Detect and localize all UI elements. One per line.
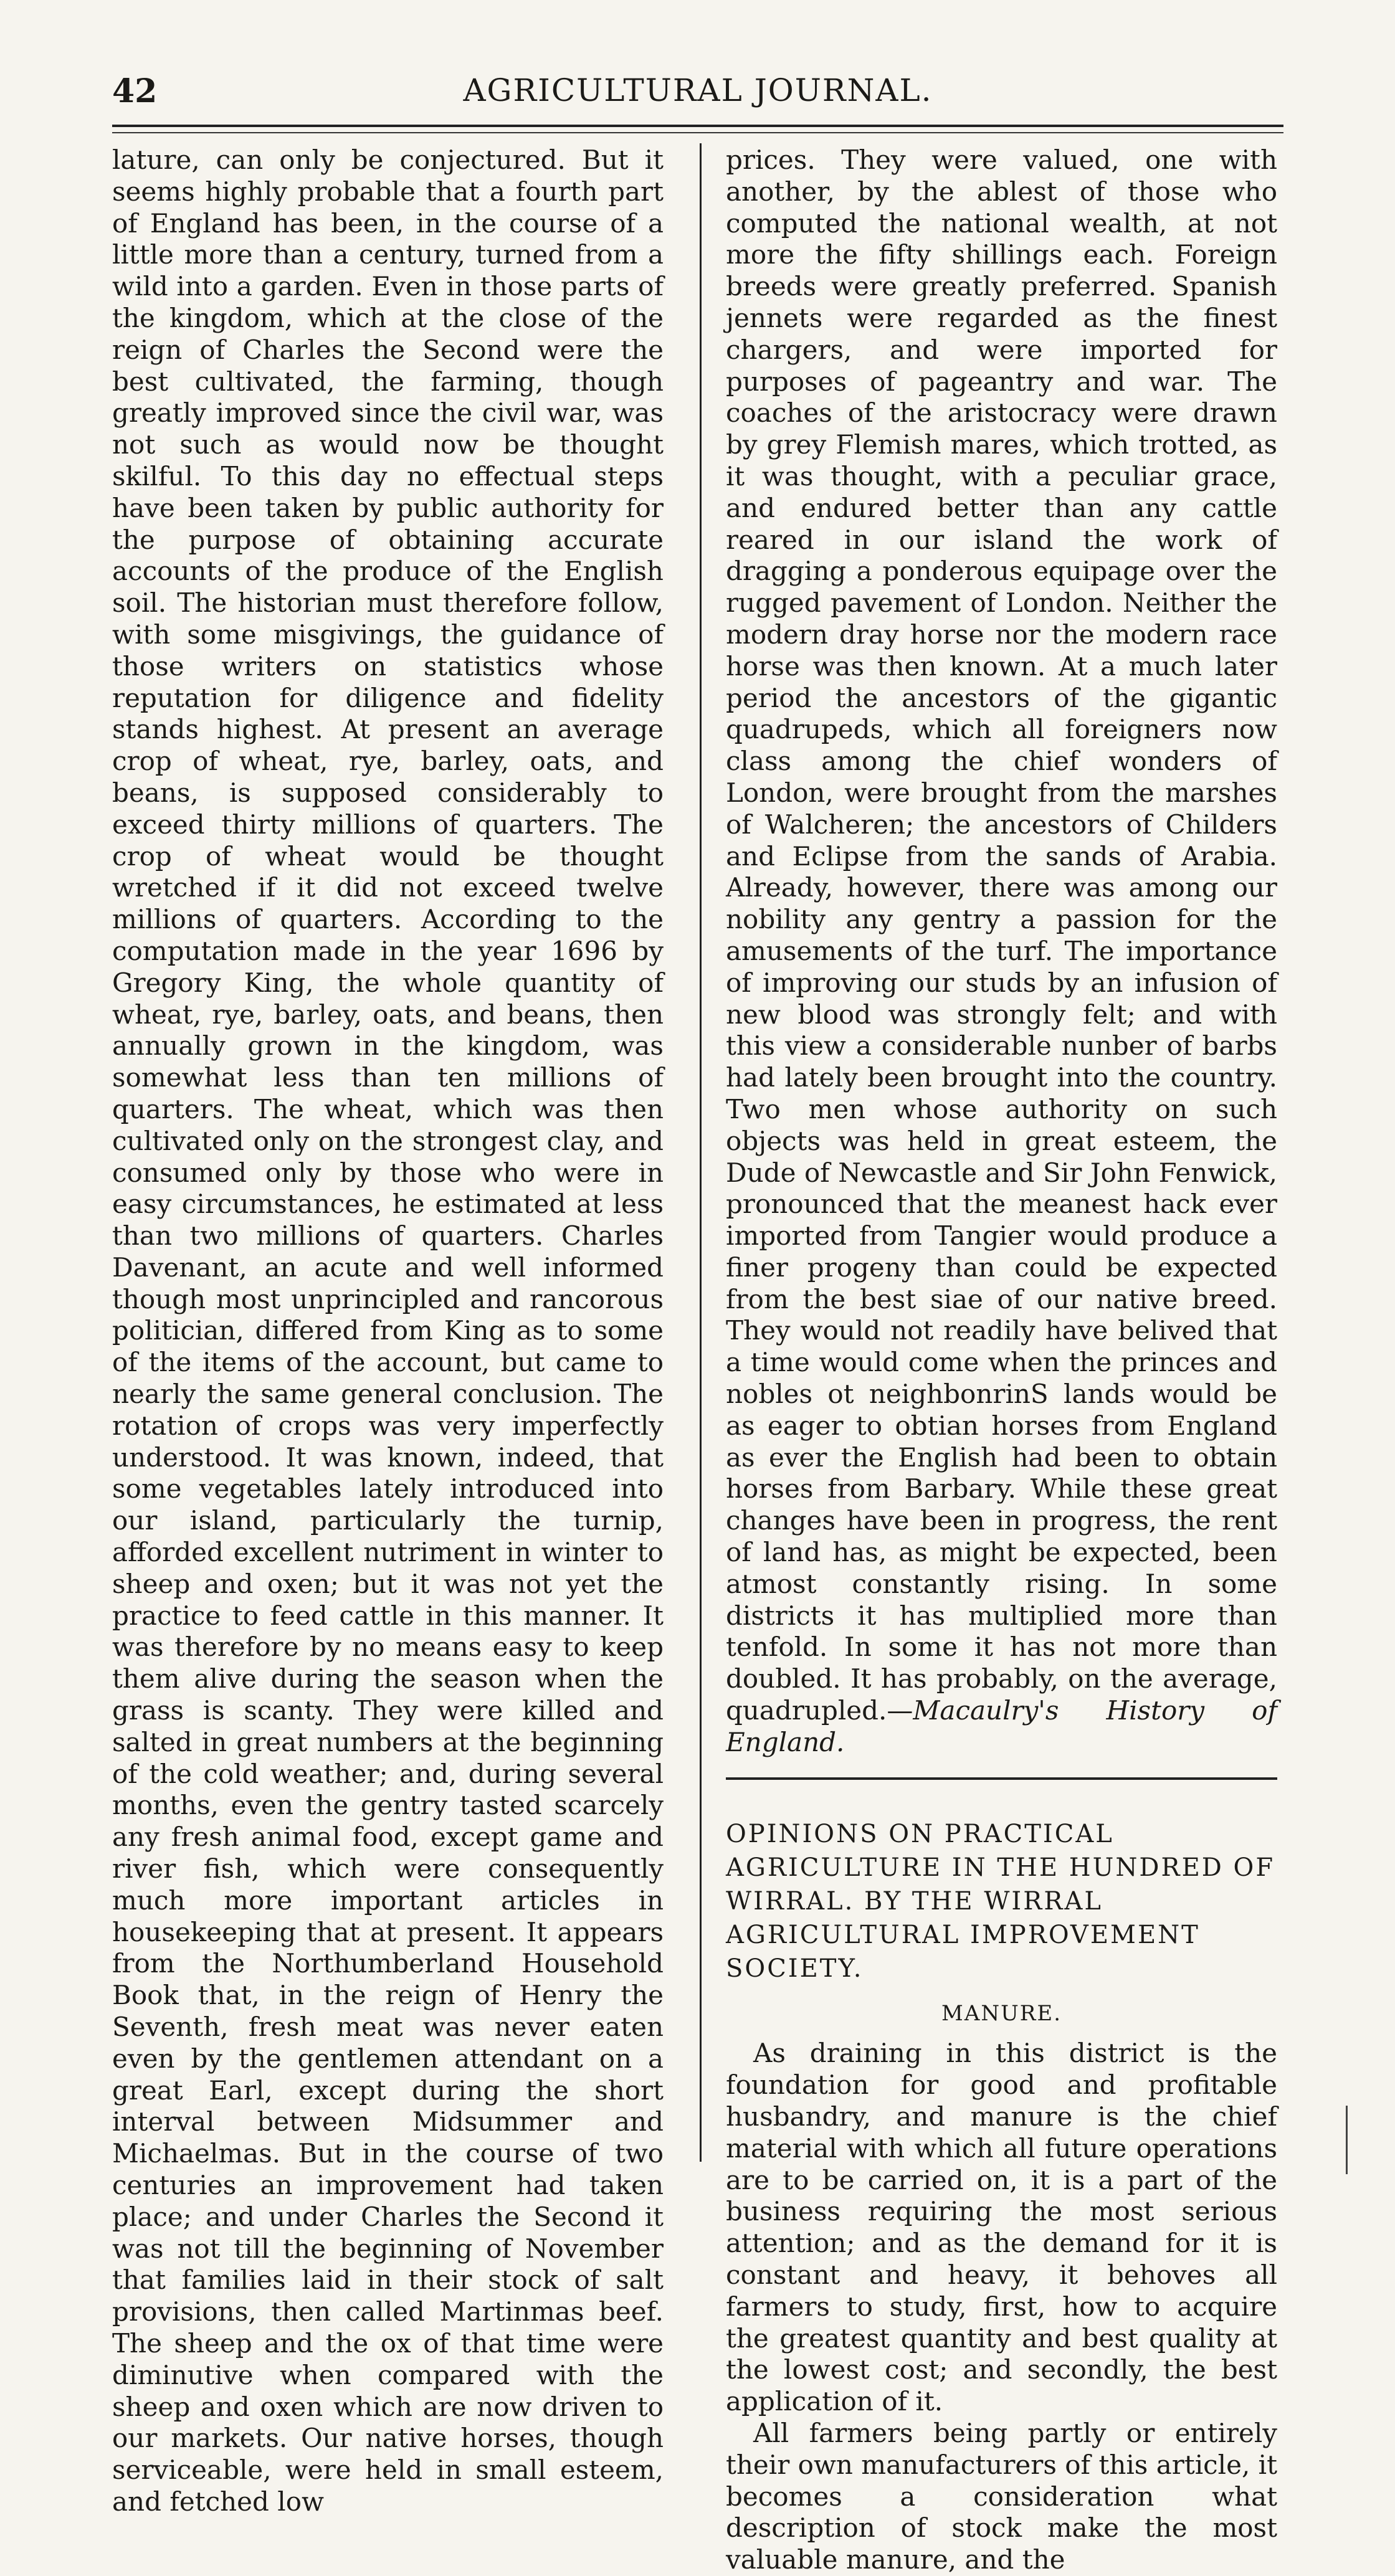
running-title: AGRICULTURAL JOURNAL. [463, 72, 933, 108]
citation: Macaulry's History of England. [726, 1695, 1277, 1757]
header-rule [112, 125, 1283, 127]
column-divider [700, 143, 702, 2162]
left-column-text: lature, can only be conjectured. But it seems highly probable that a fourth part of England has been, in the course of a little more than a century, turned from a wild into a garden. Even in those parts of the kingdom, which at the close of the reign of Charles the Second were the best cultivated, the farming, though greatly improved since the civil war, was not such as would now be thought skilful. To this day no effectual steps have been taken by public authority for the purpose of obtaining accurate accounts of the produce of the English soil. The historian must therefore follow, with some misgivings, the guidance of those writers on statistics whose reputation for diligence and fidelity stands highest. At present an average crop of wheat, rye, barley, oats, and beans, is supposed considerably to exceed thirty millions of quarters. The crop of wheat would be thought wretched if it did not exceed twelve millions of quarters. According to the computation made in the year 1696 by Gregory King, the whole quantity of wheat, rye, barley, oats, and beans, then annually grown in the kingdom, was somewhat less than ten millions of quarters. The wheat, which was then cultivated only on the strongest clay, and consumed only by those who were in easy circumstances, he estimated at less than two millions of quarters. Charles Davenant, an acute and well informed though most unprincipled and rancorous politician, differed from King as to some of the items of the account, but came to nearly the same general conclusion. The rotation of crops was very imperfectly understood. It was known, indeed, that some vegetables lately introduced into our island, particularly the turnip, afforded excellent nutriment in winter to sheep and oxen; but it was not yet the practice to feed cattle in this manner. It was therefore by no means easy to keep them alive during the season when the grass is scanty. They were killed and salted in great numbers at the beginning of the cold weather; and, during several months, even the gentry tasted scarcely any fresh animal food, except game and river fish, which were consequently much more important articles in housekeeping that at present. It appears from the Northumberland Household Book that, in the reign of Henry the Seventh, fresh meat was never eaten even by the gentlemen attendant on a great Earl, except during the short interval between Midsummer and Michaelmas. But in the course of two centuries an improvement had taken place; and under Charles the Second it was not till the beginning of November that families laid in their stock of salt provisions, then called Martinmas beef. The sheep and the ox of that time were diminutive when compared with the sheep and oxen which are now driven to our markets. Our native horses, though serviceable, were held in small esteem, and fetched low [112, 145, 664, 2517]
right-column-text [726, 145, 1277, 1759]
page-number: 42 [112, 72, 158, 110]
right-column-body: prices. They were valued, one with another, by the ablest of those who computed the national wealth, at not more the fifty shillings each. Foreign breeds were greatly preferred. Spanish jennets were regarded as the finest chargers, and were imported for purposes of pageantry and war. The coaches of the aristocracy were drawn by grey Flemish mares, which trotted, as it was thought, with a peculiar grace, and endured better than any cattle reared in our island the work of dragging a ponderous equipage over the rugged pavement of London. Neither the modern dray horse nor the modern race horse was then known. At a much later period the ancestors of the gigantic quadrupeds, which all foreigners now class among the chief wonders of London, were brought from the marshes of Walcheren; the ancestors of Childers and Eclipse from the sands of Arabia. Already, however, there was among our nobility any gentry a passion for the amusements of the turf. The importance of improving our studs by an infusion of new blood was strongly felt; and with this view a considerable nunber of barbs had lately been brought into the country. Two men whose authority on such objects was held in great esteem, the Dude of Newcastle and Sir John Fenwick, pronounced that the meanest hack ever imported from Tangier would produce a finer progeny than could be expected from the best siae of our native breed. They would not readily have belived that a time would come when the princes and nobles ot neighbonrinS lands would be as eager to obtian horses from England as ever the English had been to obtain horses from Barbary. While these great changes have been in progress, the rent of land has, as might be expected, been atmost constantly rising. In some districts it has multiplied more than tenfold. In some it has not more than doubled. It has probably, on the average, quadrupled.— [726, 145, 1277, 1726]
subheading: MANURE. [941, 2000, 1062, 2026]
left-column [112, 145, 664, 2517]
paragraph: All farmers being partly or entirely their own manufacturers of this article, it becomes a consideration what description of stock make the most valuable manure, and the [726, 2418, 1277, 2575]
margin-mark [1346, 2106, 1351, 2174]
right-column [726, 145, 1277, 2575]
article-end-rule [726, 1777, 1277, 1780]
header-rule-thin [112, 132, 1283, 133]
section-heading: OPINIONS ON PRACTICAL AGRICULTURE IN THE HUNDRED OF WIRRAL. BY THE WIRRAL AGRICULTURAL IMPROVEMENT SOCIETY. [726, 1819, 1275, 1983]
paragraph: As draining in this district is the foundation for good and profitable husbandry, and manure is the chief material with which all future operations are to be carried on, it is a part of the business requiring the most serious attention; and as the demand for it is constant and heavy, it behoves all farmers to study, first, how to acquire the greatest quantity and best quality at the lowest cost; and secondly, the best application of it. [726, 2038, 1277, 2417]
page-header [112, 61, 1283, 111]
